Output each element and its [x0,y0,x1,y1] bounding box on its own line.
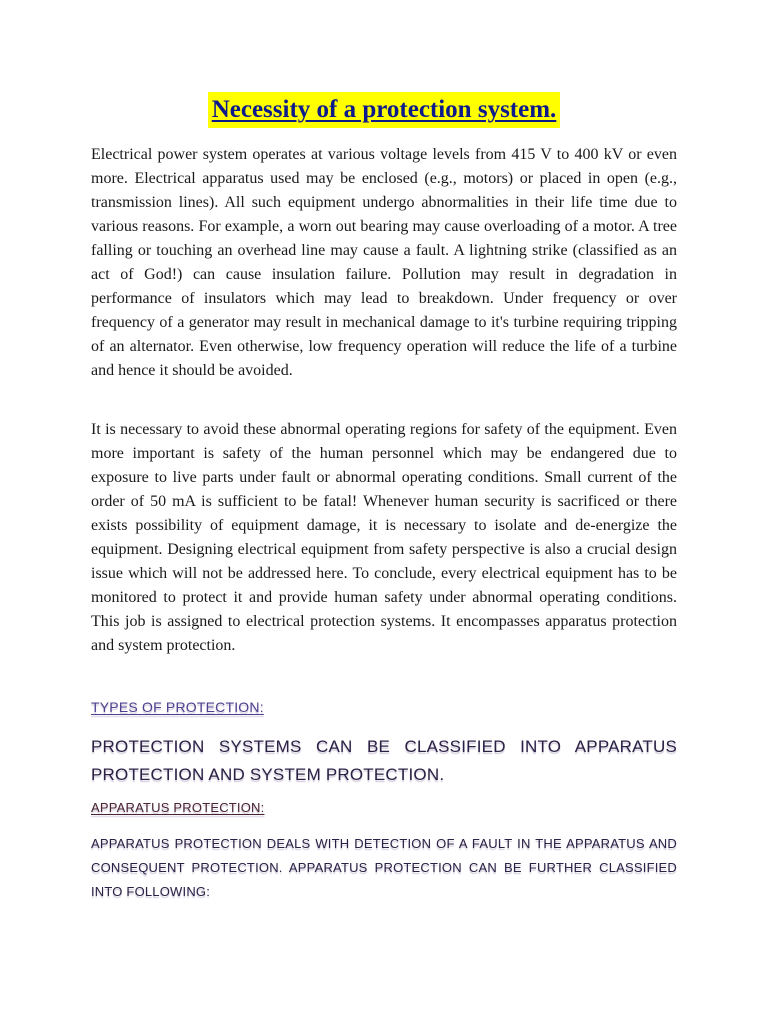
types-of-protection-heading: TYPES OF PROTECTION: [91,699,264,715]
paragraph-safety: It is necessary to avoid these abnormal operating regions for safety of the equipment. Even more important is safety of the human personnel which may be endangered due to exposure to live parts under fault or abnormal operating conditions. Small current of the order of 50 mA is sufficient to be fatal! Whenever human security is sacrificed or there exists possibility of equipment damage, it is necessary to isolate and de-energize the equipment. Designing electrical equipment from safety perspective is also a crucial design issue which will not be addressed here. To conclude, every electrical equipment has to be monitored to protect it and provide human safety under abnormal operating conditions. This job is assigned to electrical protection systems. It encompasses apparatus protection and system protection. [91,421,677,654]
document-title: Necessity of a protection system. [208,92,561,128]
classification-statement: PROTECTION SYSTEMS CAN BE CLASSIFIED INTO APPARATUS PROTECTION AND SYSTEM PROTECTION. [91,737,677,784]
title-container [0,92,768,128]
apparatus-protection-description: APPARATUS PROTECTION DEALS WITH DETECTION OF A FAULT IN THE APPARATUS AND CONSEQUENT PROTECTION. APPARATUS PROTECTION CAN BE FURTHER CLASSIFIED INTO FOLLOWING: [91,836,677,899]
apparatus-protection-heading: APPARATUS PROTECTION: [91,800,265,815]
paragraph-intro: Electrical power system operates at various voltage levels from 415 V to 400 kV or even more. Electrical apparatus used may be enclosed (e.g., motors) or placed in open (e.g., transmission lines). All such equipment undergo abnormalities in their life time due to various reasons. For example, a worn out bearing may cause overloading of a motor. A tree falling or touching an overhead line may cause a fault. A lightning strike (classified as an act of God!) can cause insulation failure. Pollution may result in degradation in performance of insulators which may lead to breakdown. Under frequency or over frequency of a generator may result in mechanical damage to it's turbine requiring tripping of an alternator. Even otherwise, low frequency operation will reduce the life of a turbine and hence it should be avoided. [91,146,677,379]
